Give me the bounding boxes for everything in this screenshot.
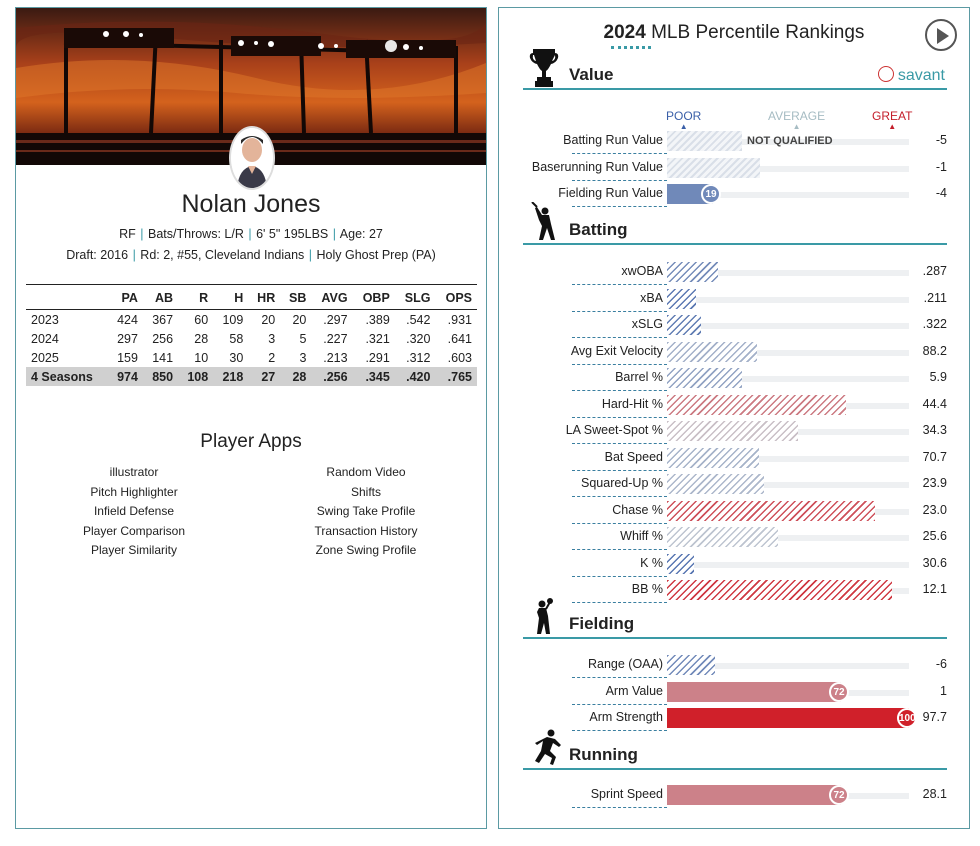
stats-cell: 256 — [152, 332, 174, 346]
ranking-label: xBA — [640, 290, 663, 305]
percentile-track — [667, 562, 909, 568]
stats-total-row — [26, 367, 477, 386]
section-fielding — [523, 615, 947, 639]
row-underline — [572, 549, 667, 550]
player-position: RF — [119, 227, 136, 241]
draft-year[interactable]: 2016 — [100, 248, 129, 262]
stats-cell: 850 — [143, 367, 178, 386]
percentile-rankings-card — [498, 7, 970, 829]
percentile-bubble: 100 — [897, 708, 917, 728]
percentile-bar — [667, 785, 841, 805]
percentile-bar — [667, 682, 841, 702]
year-select-underline — [611, 46, 651, 49]
player-avatar — [229, 126, 275, 190]
stats-cell: 10 — [194, 351, 209, 365]
percentile-bar — [667, 289, 696, 309]
ranking-row[interactable] — [523, 129, 947, 154]
ranking-value: 28.1 — [922, 787, 947, 801]
stats-cell: 2025 — [31, 351, 59, 365]
app-link[interactable]: Transaction History — [314, 523, 418, 538]
batter-icon — [529, 202, 559, 247]
stats-cell: 58 — [229, 332, 244, 346]
stats-cell: .542 — [406, 313, 431, 327]
ranking-label: Avg Exit Velocity — [570, 343, 663, 358]
row-underline — [572, 443, 667, 444]
player-name: Nolan Jones — [181, 190, 321, 218]
player-height-weight: 6' 5" 195LBS — [256, 227, 329, 241]
stats-cell: .320 — [406, 332, 431, 346]
app-link[interactable]: illustrator — [109, 465, 159, 479]
scale-great-label: GREAT ▲ — [872, 109, 913, 131]
ranking-row[interactable] — [523, 472, 947, 497]
row-underline — [572, 602, 667, 603]
stats-cell: .420 — [395, 367, 436, 386]
player-bio-line: RF | Bats/Throws: L/R | 6' 5" 195LBS | Age: 27 — [119, 227, 383, 241]
scale-poor-label: POOR ▲ — [666, 109, 702, 131]
percentile-bubble: 19 — [701, 184, 721, 204]
ranking-label: LA Sweet-Spot % — [565, 423, 663, 437]
fielder-icon — [529, 596, 559, 641]
percentile-bar — [667, 580, 892, 600]
ranking-value: -1 — [935, 159, 947, 174]
ranking-row[interactable] — [523, 578, 947, 603]
ranking-label: xSLG — [631, 317, 663, 331]
stats-cell: .291 — [365, 351, 390, 365]
ranking-row[interactable] — [523, 182, 947, 207]
percentile-bubble: 72 — [829, 682, 849, 702]
stats-cell: 27 — [248, 367, 280, 386]
ranking-row[interactable] — [523, 313, 947, 338]
stats-cell: 28 — [194, 332, 209, 346]
percentile-bar — [667, 131, 742, 151]
stats-cell: .227 — [323, 332, 348, 346]
stats-cell: .345 — [353, 367, 395, 386]
app-link[interactable]: Swing Take Profile — [316, 504, 416, 519]
ranking-value: 34.3 — [922, 423, 947, 437]
stats-cell: .641 — [447, 332, 472, 346]
career-stats-table — [26, 284, 477, 386]
percentile-bar — [667, 315, 701, 335]
row-underline — [572, 364, 667, 365]
ranking-label: BB % — [631, 582, 663, 596]
stats-header-pa[interactable]: PA — [108, 285, 143, 310]
stats-header-h[interactable]: H — [213, 285, 248, 310]
app-link[interactable]: Player Comparison — [82, 523, 186, 538]
stats-cell: 367 — [152, 313, 174, 327]
ranking-label: Fielding Run Value — [558, 186, 663, 200]
row-underline — [572, 390, 667, 391]
stats-cell: 2 — [268, 351, 276, 365]
percentile-bar — [667, 527, 778, 547]
ranking-label: Hard-Hit % — [601, 396, 663, 411]
ranking-label: Baserunning Run Value — [531, 159, 663, 174]
ranking-row[interactable] — [523, 260, 947, 285]
rankings-year[interactable]: 2024 — [603, 22, 646, 43]
ranking-value: .322 — [922, 317, 947, 331]
row-underline — [572, 470, 667, 471]
row-underline — [572, 807, 667, 808]
ranking-row[interactable] — [523, 340, 947, 365]
ranking-value: 23.0 — [922, 502, 947, 517]
stats-cell: 141 — [152, 351, 174, 365]
ranking-value: 88.2 — [922, 343, 947, 358]
percentile-bar — [667, 448, 759, 468]
stats-cell: 4 Seasons — [26, 367, 108, 386]
stats-cell: 28 — [280, 367, 311, 386]
ranking-row[interactable] — [523, 156, 947, 181]
ranking-value: .211 — [923, 290, 947, 305]
draft-label: Draft: — [66, 248, 97, 262]
savant-logo[interactable] — [878, 66, 945, 85]
stats-cell: 2023 — [31, 313, 59, 327]
percentile-bar — [667, 708, 909, 728]
section-title: Value — [569, 65, 614, 84]
stats-cell: .389 — [365, 313, 390, 327]
section-batting — [523, 221, 947, 245]
row-underline — [572, 284, 667, 285]
row-underline — [572, 180, 667, 181]
app-link[interactable]: Random Video — [326, 465, 406, 479]
stats-header-hr[interactable]: HR — [248, 285, 280, 310]
stats-cell: 30 — [229, 351, 244, 365]
ranking-value: -4 — [935, 186, 947, 200]
ranking-row[interactable] — [523, 525, 947, 550]
ranking-value: -6 — [935, 657, 947, 671]
ranking-row[interactable] — [523, 419, 947, 444]
row-underline — [572, 576, 667, 577]
row-underline — [572, 417, 667, 418]
stats-cell: .765 — [435, 367, 477, 386]
row-underline — [572, 206, 667, 207]
baseball-icon — [878, 66, 894, 82]
ranking-row[interactable] — [523, 680, 947, 705]
player-apps-right — [266, 463, 466, 561]
stats-cell: 974 — [108, 367, 143, 386]
ranking-label: Whiff % — [620, 529, 663, 543]
ranking-value: 70.7 — [922, 449, 947, 464]
percentile-track — [667, 297, 909, 303]
ranking-value: 23.9 — [922, 476, 947, 490]
percentile-track — [667, 323, 909, 329]
percentile-bar — [667, 421, 798, 441]
ranking-value: 97.7 — [922, 710, 947, 724]
ranking-row[interactable] — [523, 653, 947, 678]
stats-header-sb[interactable]: SB — [280, 285, 311, 310]
player-bats-throws: Bats/Throws: L/R — [148, 227, 244, 241]
percentile-bar — [667, 655, 715, 675]
stats-cell: .321 — [365, 332, 390, 346]
scale-average-label: AVERAGE ▲ — [768, 109, 826, 131]
stats-cell: 20 — [292, 313, 307, 327]
ranking-label: Chase % — [612, 502, 663, 517]
ranking-label: xwOBA — [621, 264, 663, 278]
app-link[interactable]: Zone Swing Profile — [315, 543, 417, 558]
stats-cell: 218 — [213, 367, 248, 386]
ranking-row[interactable] — [523, 706, 947, 731]
percentile-bar — [667, 554, 694, 574]
player-school: Holy Ghost Prep (PA) — [316, 248, 436, 262]
savant-brand-text: savant — [897, 67, 945, 84]
rankings-title-text: MLB Percentile Rankings — [651, 22, 865, 43]
stats-cell: 3 — [299, 351, 307, 365]
percentile-bar — [667, 395, 846, 415]
stats-header-obp[interactable]: OBP — [353, 285, 395, 310]
stats-header-avg[interactable]: AVG — [311, 285, 352, 310]
ranking-label: Range (OAA) — [587, 657, 663, 671]
stats-cell: .312 — [406, 351, 431, 365]
stats-row — [26, 329, 477, 348]
ranking-value: 44.4 — [922, 396, 947, 411]
row-underline — [572, 677, 667, 678]
draft-detail: Rd: 2, #55, Cleveland Indians — [140, 248, 305, 262]
percentile-bar — [667, 501, 875, 521]
player-age: Age: 27 — [339, 227, 383, 241]
stats-row — [26, 348, 477, 367]
percentile-bar — [667, 342, 757, 362]
ranking-row[interactable] — [523, 287, 947, 312]
row-underline — [572, 311, 667, 312]
ranking-label: Sprint Speed — [590, 787, 663, 801]
stats-cell: 2024 — [31, 332, 59, 346]
section-title: Running — [569, 745, 638, 764]
ranking-label: Batting Run Value — [563, 133, 663, 147]
percentile-bar — [667, 368, 742, 388]
player-apps-left — [34, 463, 234, 561]
stats-header-season — [26, 285, 108, 310]
ranking-row[interactable] — [523, 499, 947, 524]
trophy-icon — [529, 47, 559, 92]
ranking-value: .287 — [922, 264, 947, 278]
ranking-value: -5 — [935, 133, 947, 147]
ranking-value: 30.6 — [922, 555, 947, 570]
section-title: Batting — [569, 220, 628, 239]
row-underline — [572, 730, 667, 731]
ranking-label: Arm Strength — [589, 710, 663, 724]
app-link[interactable]: Shifts — [350, 484, 381, 499]
stats-header-ops[interactable]: OPS — [435, 285, 477, 310]
ranking-label: K % — [640, 555, 663, 570]
ranking-row[interactable] — [523, 446, 947, 471]
ranking-value: 25.6 — [922, 529, 947, 543]
row-underline — [572, 153, 667, 154]
stats-cell: 424 — [117, 313, 138, 327]
row-underline — [572, 523, 667, 524]
ranking-label: Barrel % — [615, 370, 663, 384]
rankings-title — [499, 22, 969, 44]
row-underline — [572, 704, 667, 705]
stats-cell: .256 — [311, 367, 352, 386]
section-value — [523, 66, 947, 90]
player-apps-title: Player Apps — [200, 431, 302, 452]
player-card — [15, 7, 487, 829]
stats-cell: 60 — [194, 313, 209, 327]
ranking-row[interactable] — [523, 366, 947, 391]
runner-icon — [529, 727, 563, 772]
percentile-bubble: 72 — [829, 785, 849, 805]
ranking-label: Bat Speed — [604, 449, 663, 464]
stats-cell: 297 — [117, 332, 138, 346]
ranking-value: 1 — [940, 683, 947, 698]
ranking-row[interactable] — [523, 552, 947, 577]
stats-cell: 20 — [261, 313, 276, 327]
stats-cell: 109 — [222, 313, 244, 327]
stats-row — [26, 310, 477, 330]
row-underline — [572, 337, 667, 338]
ranking-label: Arm Value — [605, 683, 663, 698]
stats-cell: .603 — [447, 351, 472, 365]
player-draft-line: Draft: 2016 | Rd: 2, #55, Cleveland Indians | Holy Ghost Prep (PA) — [66, 248, 436, 262]
app-link[interactable]: Pitch Highlighter — [90, 484, 178, 499]
section-title: Fielding — [569, 614, 635, 633]
stats-cell: 3 — [268, 332, 276, 346]
play-button[interactable] — [925, 19, 957, 51]
ranking-value: 12.1 — [922, 582, 947, 596]
percentile-bar-extra — [667, 158, 760, 178]
ranking-value: 5.9 — [929, 370, 947, 384]
not-qualified-label: NOT QUALIFIED — [747, 135, 833, 147]
stats-cell: .931 — [447, 313, 472, 327]
play-icon — [936, 27, 950, 45]
app-link[interactable]: Infield Defense — [93, 504, 175, 519]
ranking-row[interactable] — [523, 393, 947, 418]
stats-cell: 108 — [178, 367, 213, 386]
stats-header-slg[interactable]: SLG — [395, 285, 436, 310]
stats-cell: .213 — [323, 351, 348, 365]
section-running — [523, 746, 947, 770]
percentile-bar — [667, 474, 764, 494]
stats-cell: .297 — [323, 313, 348, 327]
stats-header-r[interactable]: R — [178, 285, 213, 310]
row-underline — [572, 496, 667, 497]
stats-cell: 5 — [299, 332, 307, 346]
ranking-label: Squared-Up % — [581, 476, 663, 490]
stats-cell: 159 — [117, 351, 138, 365]
stats-header-ab[interactable]: AB — [143, 285, 178, 310]
ranking-row[interactable] — [523, 783, 947, 808]
percentile-bar — [667, 262, 718, 282]
app-link[interactable]: Player Similarity — [90, 543, 177, 558]
